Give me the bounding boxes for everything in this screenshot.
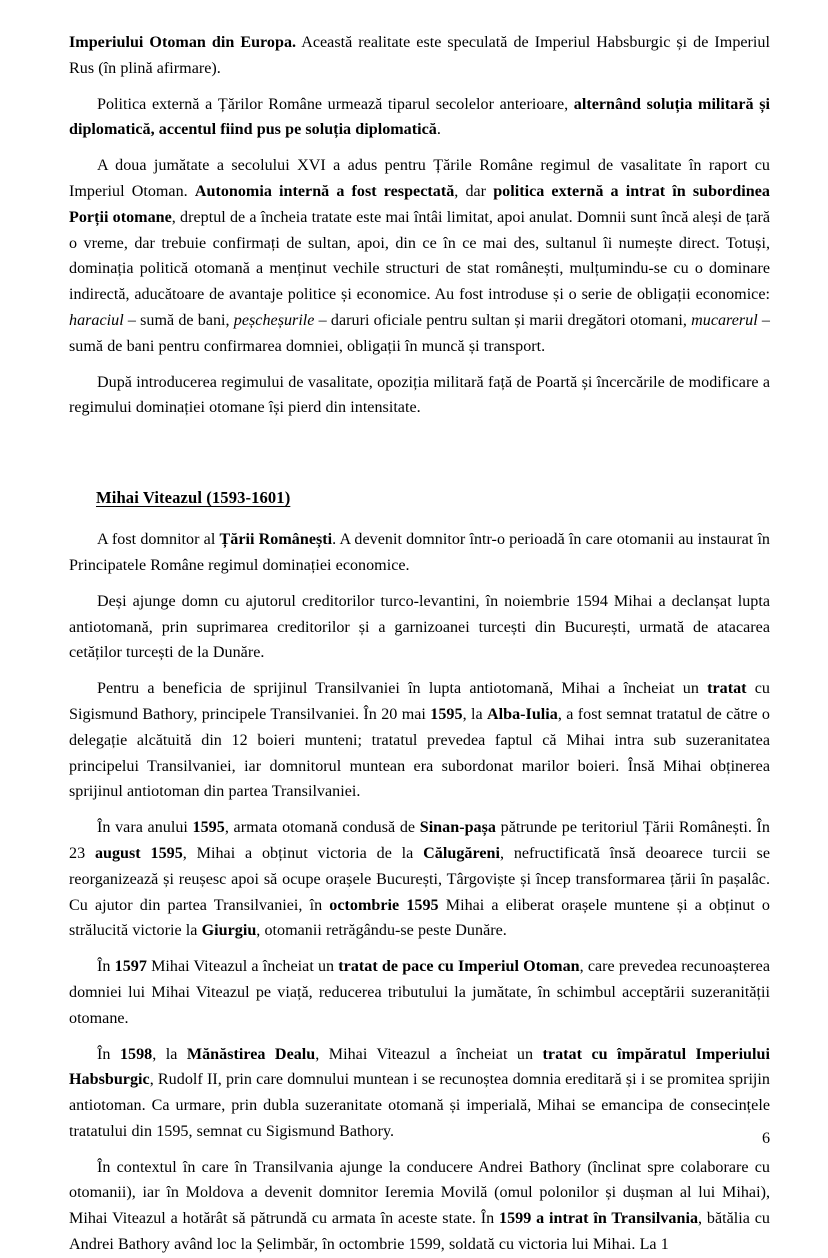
text-run: Mihai a eliberat orașele muntene și a obținut o strălucită victorie la [69, 896, 771, 940]
text-run: , a fost semnat tratatul de către o delegație alcătuită din 12 boieri munteni; tratatul prevedea faptul că Mihai intra sub suzeranitatea principelui Transilvaniei, iar domnitorul muntean era subordonat marilor boieri. Însă Mihai obținerea sprijinul antiotoman din partea Transilvaniei. [69, 705, 770, 801]
text-run: , nefructificată însă deoarece turcii se reorganizează și reușesc apoi să ocupe orașele București, Târgoviște și încep transformarea țării în pașalâc. Cu ajutor din partea Transilvaniei, în [69, 844, 770, 914]
text-run-bold: Imperiului Otoman din Europa. [69, 34, 297, 51]
text-run: , dar [454, 182, 494, 200]
text-run-bold: Mănăstirea Dealu [186, 1045, 316, 1063]
text-run-bold: Giurgiu [201, 922, 257, 940]
text-run: , armata otomană condusă de [224, 819, 420, 837]
text-run-bold: tratat de pace cu Imperiul Otoman [338, 958, 580, 976]
text-run: Această realitate este speculată de Imperiul Habsburgic și de Imperiul Rus (în plină afirmare). [69, 34, 770, 77]
text-run: – sumă de bani, [123, 311, 234, 329]
text-run: , la [462, 705, 487, 723]
heading-bottom-spacer [69, 515, 770, 527]
text-run: . [436, 121, 441, 139]
text-run-bold: 1599 a intrat în Transilvania [499, 1210, 699, 1228]
text-run: Politica externă a Țărilor Române urmează tiparul secolelor anterioare, [97, 95, 574, 113]
text-run: În vara anului [97, 819, 193, 837]
text-run: , Mihai a obținut victoria de la [182, 844, 424, 862]
text-run: A fost domnitor al [97, 531, 220, 549]
text-run-bold: alternând soluția militară și diplomatică, accentul fiind pus pe soluția diplomatică [69, 95, 770, 139]
text-run: După introducerea regimului de vasalitate, opoziția militară față de Poartă și încercările de modificare a regimului dominației otomane își pierd din intensitate. [69, 373, 770, 417]
page-number: 6 [761, 1130, 770, 1147]
document-body-section [69, 527, 770, 1258]
text-run: , bătălia cu Andrei Bathory având loc la Șelimbăr, în octombrie 1599, soldată cu victoria lui Mihai. La 1 [69, 1210, 771, 1254]
text-run: , otomanii retrăgându-se peste Dunăre. [256, 922, 507, 940]
text-run: pătrunde pe teritoriul Țării Românești. În 23 [69, 819, 771, 862]
text-run-bold: Autonomia internă a fost respectată [194, 182, 455, 200]
paragraph-pentru-a-beneficia [69, 676, 770, 805]
text-run: , la [152, 1045, 187, 1063]
section-heading-mihai-viteazul: Mihai Viteazul (1593-1601) [96, 488, 291, 508]
text-run-bold: Călugăreni [423, 844, 500, 862]
text-run: Deși ajunge domn cu ajutorul creditorilor turco-levantini, în noiembrie 1594 Mihai a declanșat lupta antiotomană, prin suprimarea creditorilor și a garnizoanei turcești din București, urmată de atacarea cetăților turcești de la Dunăre. [69, 592, 770, 662]
text-run: Mihai Viteazul a încheiat un [146, 958, 339, 976]
text-run: În [97, 958, 115, 976]
text-run: Pentru a beneficia de sprijinul Transilvaniei în lupta antiotomană, Mihai a încheiat un [97, 680, 708, 698]
text-run-bold: august 1595 [94, 844, 183, 862]
text-run: , Mihai Viteazul a încheiat un [315, 1045, 543, 1063]
document-body-top [69, 30, 770, 421]
text-run-italic: haraciul [69, 311, 124, 329]
text-run-bold: politica externă a intrat în subordinea Porții otomane [69, 182, 770, 226]
paragraph-in-vara-anului-1595 [69, 815, 770, 944]
paragraph-imperiul-otoman [69, 30, 770, 82]
paragraph-dupa-introducerea [69, 370, 770, 422]
text-run-italic: mucarerul [691, 311, 758, 329]
paragraph-in-contextul [69, 1155, 770, 1258]
paragraph-in-1598 [69, 1042, 770, 1145]
text-run-bold: octombrie 1595 [329, 896, 439, 914]
text-run-bold: 1595 [430, 705, 463, 723]
text-run-bold: 1597 [114, 958, 147, 976]
text-run: , Rudolf II, prin care domnului muntean i se recunoștea domnia ereditară și i se promitea sprijin antiotoman. Ca urmare, prin dubla suzeranitate otomană și imperială, Mihai se emancipa de consecințele tratatului din 1595, semnat cu Sigismund Bathory. [69, 1071, 770, 1140]
text-run-bold: tratat cu împăratul Imperiului Habsburgic [69, 1045, 770, 1089]
text-run: – daruri oficiale pentru sultan și marii dregători otomani, [314, 311, 692, 329]
paragraph-desi-ajunge-domn [69, 589, 770, 666]
paragraph-in-1597 [69, 954, 770, 1031]
text-run: În contextul în care în Transilvania ajunge la conducere Andrei Bathory (înclinat spre colaborare cu otomanii), iar în Moldova a devenit domnitor Ieremia Movilă (omul polonilor și dușman al lui Mihai), Mihai Viteazul a hotărât să pătrundă cu armata în aceste state. În [69, 1158, 770, 1228]
text-run-italic: peșcheșurile [233, 311, 315, 329]
paragraph-a-doua-jumatate [69, 153, 770, 359]
paragraph-a-fost-domnitor [69, 527, 770, 579]
text-run: cu Sigismund Bathory, principele Transilvaniei. În 20 mai [69, 680, 771, 723]
text-run: , dreptul de a încheia tratate este mai întâi limitat, apoi anulat. Domnii sunt încă aleși de țară o vreme, dar trebuie confirmați de sultan, apoi, din ce în ce mai des, sultanul îi numește direct. Totuși, dominația politică otomană a menținut vechile structuri de stat românești, mulțumindu-se cu o dominare indirectă, aducătoare de avantaje politice și economice. Au fost introduse și o serie de obligații economice: [69, 208, 770, 304]
text-run-bold: Țării Românești [219, 531, 333, 549]
text-run-bold: Alba-Iulia [487, 705, 558, 723]
text-run: În [97, 1045, 120, 1063]
section-spacer [69, 431, 770, 485]
text-run: – sumă de bani pentru confirmarea domniei, obligații în muncă și transport. [69, 311, 770, 355]
text-run: , care prevedea recunoașterea domniei lui Mihai Viteazul pe viață, reducerea tributului la jumătate, în schimbul acceptării suzeranității otomane. [69, 958, 770, 1027]
paragraph-politica-externa [69, 92, 770, 144]
text-run-bold: 1598 [119, 1045, 153, 1063]
text-run-bold: tratat [707, 680, 747, 698]
text-run-bold: 1595 [192, 819, 225, 837]
text-run: A doua jumătate a secolului XVI a adus pentru Țările Române regimul de vasalitate în raport cu Imperiul Otoman. [69, 157, 770, 200]
text-run-bold: Sinan-pașa [419, 819, 496, 837]
text-run: . A devenit domnitor într-o perioadă în care otomanii au instaurat în Principatele Române regimul dominației economice. [69, 531, 770, 574]
